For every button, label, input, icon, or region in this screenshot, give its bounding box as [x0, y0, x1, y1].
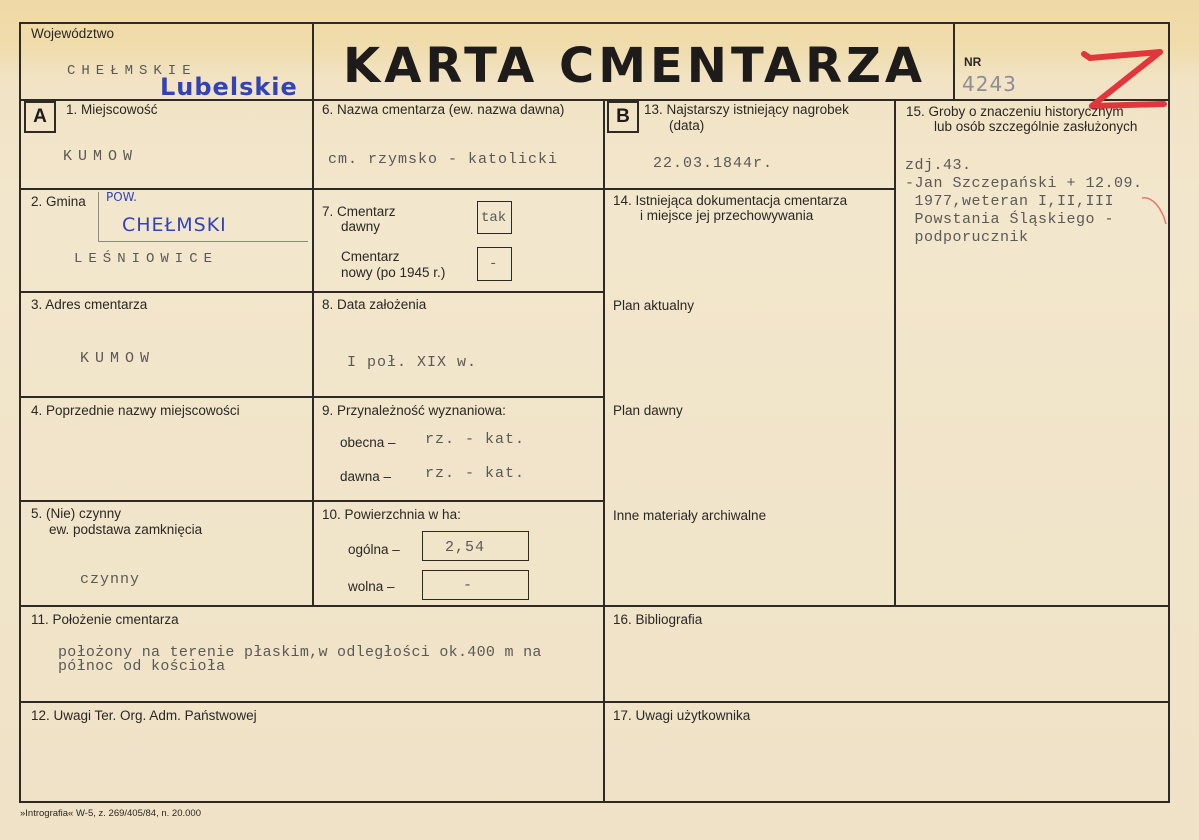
field-1-value: KUMOW — [63, 148, 139, 165]
field-15-label-line1: 15. Groby o znaczeniu historycznym — [906, 104, 1124, 119]
field-11-line-2: północ od kościoła — [58, 658, 226, 675]
field-10-ogolna-value: 2,54 — [445, 539, 486, 556]
field-8-label: 8. Data założenia — [322, 297, 427, 312]
field-10-wolna-value: - — [463, 577, 474, 594]
col-divider-2 — [603, 100, 605, 802]
field-4-label: 4. Poprzednie nazwy miejscowości — [31, 403, 240, 418]
field-11-line-1: położony na terenie płaskim,w odległości ok.400 m na — [58, 644, 542, 661]
red-check-mark — [1138, 190, 1170, 230]
field-15-line-1: zdj.43. — [905, 157, 972, 174]
gmina-powiat-handwritten: CHEŁMSKI — [122, 214, 227, 236]
card-title: KARTA CMENTARZA — [343, 38, 927, 94]
frame-top — [20, 22, 1170, 24]
field-2-label: 2. Gmina — [31, 194, 86, 209]
field-9-dawna-label: dawna – — [340, 469, 392, 484]
field-10-label: 10. Powierzchnia w ha: — [322, 507, 461, 522]
field-9-obecna-label: obecna – — [340, 435, 396, 450]
col-divider-1 — [312, 100, 314, 606]
field-15-line-4: Powstania Śląskiego - — [905, 211, 1115, 228]
wojewodztwo-typed: CHEŁMSKIE — [67, 63, 197, 79]
field-11-label: 11. Położenie cmentarza — [31, 612, 179, 627]
field-1-label: 1. Miejscowość — [66, 102, 158, 117]
field-2-value: LEŚNIOWICE — [74, 251, 219, 267]
row-line-a3 — [20, 396, 604, 398]
field-13-value: 22.03.1844r. — [653, 155, 774, 172]
z-stroke-diag — [1092, 52, 1160, 106]
field-8-value: I poł. XIX w. — [347, 354, 478, 371]
field-10-wolna-label: wolna – — [348, 579, 395, 594]
field-7-label-a1: 7. Cmentarz — [322, 204, 396, 219]
field-10-ogolna-label: ogólna – — [348, 542, 400, 557]
gmina-pow-handwritten: POW. — [106, 190, 137, 204]
frame-right — [1168, 22, 1170, 803]
field-16-label: 16. Bibliografia — [613, 612, 703, 627]
field-9-label: 9. Przynależność wyznaniowa: — [322, 403, 506, 418]
row-line-wide-1 — [20, 605, 1170, 607]
field-7-label-a2: dawny — [341, 219, 381, 234]
section-a-badge: A — [24, 101, 56, 133]
field-7-label-b1: Cmentarz — [341, 249, 400, 264]
z-stroke-tail — [1084, 54, 1090, 58]
row-line-wide-2 — [20, 701, 1170, 703]
field-15-line-3: 1977,weteran I,II,III — [905, 193, 1115, 210]
nr-label: NR — [964, 55, 982, 69]
row-line-a2 — [20, 291, 604, 293]
field-5-value: czynny — [80, 571, 141, 588]
field-9-obecna-value: rz. - kat. — [425, 431, 526, 448]
frame-bottom — [20, 801, 1170, 803]
gmina-inner-vline — [98, 192, 99, 242]
field-12-label: 12. Uwagi Ter. Org. Adm. Państwowej — [31, 708, 257, 723]
field-3-label: 3. Adres cmentarza — [31, 297, 148, 312]
field-6-value: cm. rzymsko - katolicki — [328, 151, 559, 168]
gmina-inner-hline — [98, 241, 308, 242]
field-5-label-line2: ew. podstawa zamknięcia — [49, 522, 203, 537]
field-5-label-line1: 5. (Nie) czynny — [31, 506, 122, 521]
field-10-wolna-box — [422, 570, 529, 600]
field-13-label-line1: 13. Najstarszy istniejący nagrobek — [644, 102, 849, 117]
header-divider-1 — [312, 22, 314, 101]
nr-value: 4243 — [962, 72, 1017, 96]
col-divider-3 — [894, 100, 896, 606]
field-15-line-2: -Jan Szczepański + 12.09. — [905, 175, 1143, 192]
header-divider-2 — [953, 22, 955, 101]
wojewodztwo-handwritten: Lubelskie — [160, 73, 298, 101]
row-line-a4 — [20, 500, 604, 502]
inne-materialy-label: Inne materiały archiwalne — [613, 508, 767, 523]
field-7-nowy-value: - — [489, 256, 498, 272]
field-17-label: 17. Uwagi użytkownika — [613, 708, 751, 723]
field-14-label-line2: i miejsce jej przechowywania — [640, 208, 814, 223]
plan-dawny-label: Plan dawny — [613, 403, 683, 418]
field-6-label: 6. Nazwa cmentarza (ew. nazwa dawna) — [322, 102, 565, 117]
field-13-label-line2: (data) — [669, 118, 705, 133]
section-b-badge: B — [607, 101, 639, 133]
field-15-label-line2: lub osób szczególnie zasłużonych — [934, 119, 1138, 134]
field-7-dawny-value: tak — [481, 210, 507, 226]
print-footer: »Intrografia« W-5, z. 269/405/84, n. 20.000 — [20, 808, 201, 819]
field-14-label-line1: 14. Istniejąca dokumentacja cmentarza — [613, 193, 848, 208]
field-15-line-5: podporucznik — [905, 229, 1029, 246]
frame-left — [19, 22, 21, 803]
field-9-dawna-value: rz. - kat. — [425, 465, 526, 482]
row-line-b1 — [604, 188, 894, 190]
wojewodztwo-label: Województwo — [31, 26, 115, 41]
field-3-value: KUMOW — [80, 350, 156, 367]
plan-aktualny-label: Plan aktualny — [613, 298, 695, 313]
field-7-label-b2: nowy (po 1945 r.) — [341, 265, 446, 280]
red-check-stroke — [1142, 198, 1166, 224]
